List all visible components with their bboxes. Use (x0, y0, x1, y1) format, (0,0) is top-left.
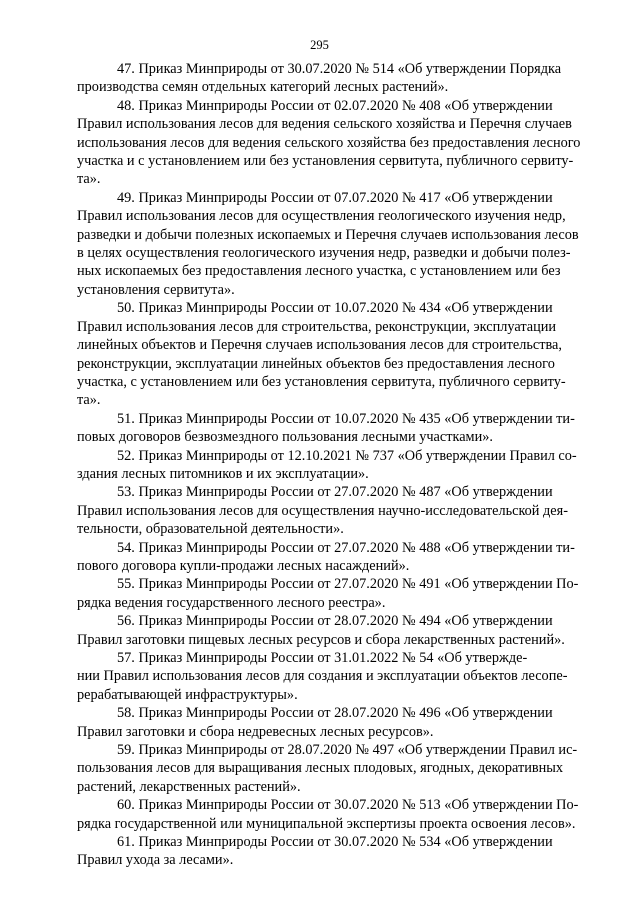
list-item-line: в целях осуществления геологического изучения недр, разведки и добычи полез- (77, 245, 571, 262)
list-item-line: та». (77, 392, 101, 409)
list-item-line: 51. Приказ Минприроды России от 10.07.2020 № 435 «Об утверждении ти- (117, 410, 575, 427)
list-item-line: рядка ведения государственного лесного реестра». (77, 594, 386, 611)
list-item-line: Правил ухода за лесами». (77, 852, 234, 869)
list-item-line: линейных объектов и Перечня случаев использования лесов для строительства, (77, 337, 562, 354)
list-item-line: Правил заготовки пищевых лесных ресурсов и сбора лекарственных растений». (77, 631, 565, 648)
list-item (77, 796, 605, 833)
list-item (77, 741, 605, 796)
list-item-line: разведки и добычи полезных ископаемых и Перечня случаев использования лесов (77, 226, 579, 243)
list-item (77, 447, 605, 484)
list-item-line: здания лесных питомников и их эксплуатации». (77, 465, 369, 482)
reference-list (77, 60, 605, 870)
list-item (77, 60, 605, 97)
list-item (77, 410, 605, 447)
list-item-line: реконструкции, эксплуатации линейных объектов без предоставления лесного (77, 355, 555, 372)
list-item-line: 59. Приказ Минприроды от 28.07.2020 № 497 «Об утверждении Правил ис- (117, 742, 578, 759)
list-item-line: использования лесов для ведения сельского хозяйства без предоставления лесного (77, 134, 581, 151)
list-item-line: та». (77, 171, 101, 188)
list-item-line: Правил использования лесов для осуществления научно-исследовательской дея- (77, 502, 568, 519)
list-item-line: 58. Приказ Минприроды России от 28.07.2020 № 496 «Об утверждении (117, 705, 553, 722)
list-item-line: 61. Приказ Минприроды России от 30.07.2020 № 534 «Об утверждении (117, 834, 553, 851)
list-item-line: Правил заготовки и сбора недревесных лесных ресурсов». (77, 723, 434, 740)
list-item-line: 47. Приказ Минприроды от 30.07.2020 № 514 «Об утверждении Порядка (117, 61, 562, 77)
list-item-line: участка, с установлением или без установления сервитута, публичного сервиту- (77, 373, 566, 390)
list-item-line: 48. Приказ Минприроды России от 02.07.2020 № 408 «Об утверждении (117, 97, 553, 114)
list-item-line: производства семян отдельных категорий лесных растений». (77, 79, 449, 96)
page-number: 295 (310, 38, 329, 52)
list-item-line: рерабатывающей инфраструктуры». (77, 686, 298, 703)
list-item-line: 53. Приказ Минприроды России от 27.07.2020 № 487 «Об утверждении (117, 484, 553, 501)
list-item-line: повых договоров безвозмездного пользования лесными участками». (77, 429, 493, 446)
list-item (77, 189, 605, 299)
list-item-line: растений, лекарственных растений». (77, 778, 301, 795)
list-item (77, 539, 605, 576)
list-item (77, 649, 605, 704)
list-item (77, 833, 605, 870)
list-item-line: Правил использования лесов для ведения сельского хозяйства и Перечня случаев (77, 116, 572, 133)
list-item-line: участка и с установлением или без установления сервитута, публичного сервиту- (77, 153, 574, 170)
list-item (77, 612, 605, 649)
list-item (77, 299, 605, 409)
list-item-line: 49. Приказ Минприроды России от 07.07.2020 № 417 «Об утверждении (117, 189, 553, 206)
list-item-line: ных ископаемых без предоставления лесного участка, с установлением или без (77, 263, 561, 280)
list-item-line: 60. Приказ Минприроды России от 30.07.2020 № 513 «Об утверждении По- (117, 797, 579, 814)
list-item-line: пового договора купли-продажи лесных насаждений». (77, 557, 410, 574)
list-item-line: 52. Приказ Минприроды от 12.10.2021 № 737 «Об утверждении Правил со- (117, 447, 577, 464)
list-item-line: пользования лесов для выращивания лесных плодовых, ягодных, декоративных (77, 760, 563, 777)
list-item (77, 97, 605, 189)
list-item-line: 57. Приказ Минприроды России от 31.01.2022 № 54 «Об утвержде- (117, 650, 528, 666)
list-item-line: 54. Приказ Минприроды России от 27.07.2020 № 488 «Об утверждении ти- (117, 539, 575, 556)
list-item-line: тельности, образовательной деятельности». (77, 521, 344, 538)
list-item-line: установления сервитута». (77, 281, 235, 298)
list-item-line: 56. Приказ Минприроды России от 28.07.2020 № 494 «Об утверждении (117, 613, 553, 630)
list-item-line: Правил использования лесов для строительства, реконструкции, эксплуатации (77, 318, 557, 335)
list-item-line: рядка государственной или муниципальной экспертизы проекта освоения лесов». (77, 815, 576, 832)
list-item-line: 50. Приказ Минприроды России от 10.07.2020 № 434 «Об утверждении (117, 300, 553, 317)
list-item (77, 704, 605, 741)
list-item-line: 55. Приказ Минприроды России от 27.07.2020 № 491 «Об утверждении По- (117, 576, 579, 593)
list-item-line: нии Правил использования лесов для создания и эксплуатации объектов лесопе- (77, 668, 568, 685)
list-item (77, 575, 605, 612)
list-item (77, 483, 605, 538)
list-item-line: Правил использования лесов для осуществления геологического изучения недр, (77, 208, 566, 225)
